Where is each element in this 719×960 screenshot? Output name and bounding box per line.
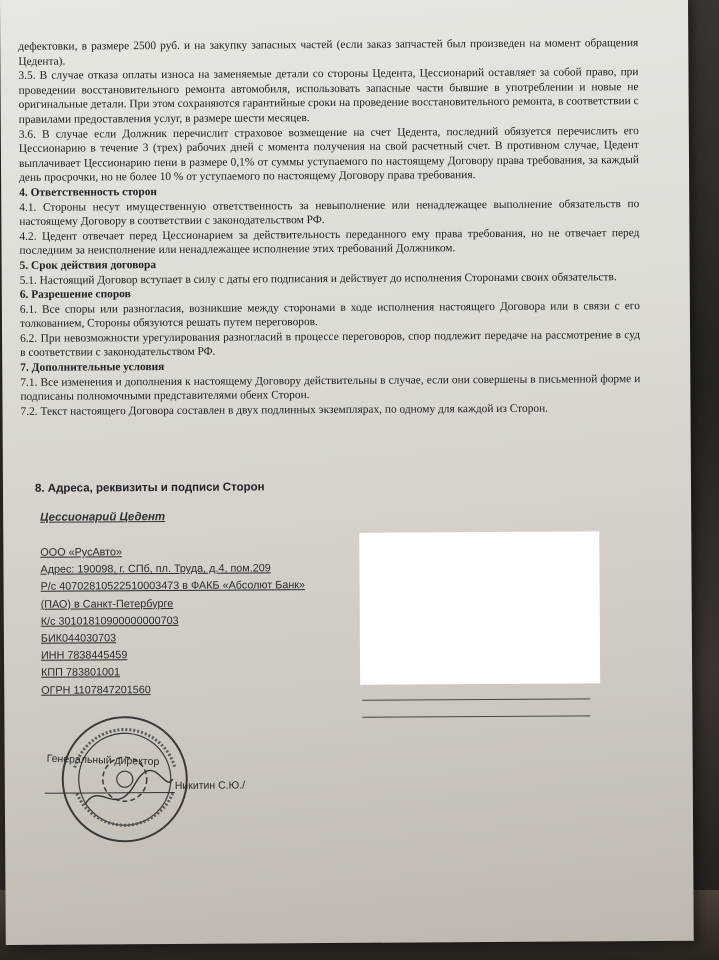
contract-clause: 4.1. Стороны несут имущественную ответственность за невыполнение или ненадлежащее выполнение обязательств по настоящему Договору в соответствии с законодательством РФ. <box>19 197 640 229</box>
signature-line <box>362 715 590 717</box>
contract-clause: 5.1. Настоящий Договор вступает в силу с даты его подписания и действует до исполнения Сторонами своих обязательств. <box>19 270 617 287</box>
correspondent-account: К/с 30101810900000000703 <box>40 614 179 628</box>
redaction-box <box>359 531 600 684</box>
signatory-name: Никитин С.Ю./ <box>174 779 246 792</box>
section-heading: 4. Ответственность сторон <box>19 185 157 199</box>
signature-line <box>362 698 590 700</box>
contract-clause: 6.2. При невозможности урегулирования разногласий в процессе переговоров, спор подлежит передаче на рассмотрение в суд в соответствии с законодательством РФ. <box>20 328 641 360</box>
bik: БИК044030703 <box>40 632 117 645</box>
contract-clause: 7.2. Текст настоящего Договора составлен в двух подлинных экземплярах, по одному для каждой из Сторон. <box>20 402 549 418</box>
settlement-account: Р/с 40702810522510003473 в ФАКБ «Абсолют Банк» <box>40 579 306 594</box>
contract-clause: 6.1. Все споры или разногласия, возникшие между сторонами в ходе исполнения настоящего Договора или в связи с его толкованием, Стороны обязуются решать путем переговоров. <box>19 299 640 331</box>
section-heading: 7. Дополнительные условия <box>20 361 165 374</box>
company-requisites <box>40 543 305 699</box>
contract-body <box>18 36 640 419</box>
section-heading: 6. Разрешение споров <box>19 288 131 301</box>
contract-clause: 3.5. В случае отказа оплаты износа на заменяемые детали со стороны Цедента, Цессионарий оставляет за собой право, при проведении восстановительного ремонта автомобиля, использовать запасные части бывшие в употреблении и новые не оригинальные детали. При этом сохраняются гарантийные сроки на проведение восстановительного ремонта, в соответствии с правилами предоставления услуг, в размере шести месяцев. <box>18 66 639 126</box>
contract-clause: 4.2. Цедент отвечает перед Цессионарием за действительность переданного ему права требования, но не отвечает перед последним за неисполнение или ненадлежащее исполнение этих требований Должником. <box>19 226 640 258</box>
company-address: Адрес: 190098, г. СПб, пл. Труда, д.4, пом.209 <box>40 562 271 576</box>
kpp: КПП 783801001 <box>41 666 121 680</box>
inn: ИНН 7838445459 <box>40 649 128 662</box>
company-name: ООО «РусАвто» <box>40 546 123 559</box>
signatory-role: Генеральный директор <box>46 752 160 769</box>
bank-city: (ПАО) в Санкт-Петербурге <box>40 597 174 611</box>
contract-clause: 3.6. В случае если Должник перечислит страховое возмещение на счет Цедента, последний обязуется перечислить его Цессионарию в течение 3 (трех) рабочих дней с момента получения на свой расчетный счет. В противном случае, Цедент выплачивает Цессионарию пени в размере 0,1% от суммы уступаемого по настоящему Договору права требования, за каждый день просрочки, но не более 10 % от уступаемого по настоящему Договору права требования. <box>18 124 640 185</box>
contract-clause: дефектовки, в размере 2500 руб. и на закупку запасных частей (если заказ запчастей был произведен на момент обращения Цедента). <box>18 37 639 68</box>
ogrn: ОГРН 1107847201560 <box>41 683 151 697</box>
parties-label: Цессионарий Цедент <box>40 511 166 524</box>
section-8-title: 8. Адреса, реквизиты и подписи Сторон <box>34 481 265 495</box>
contract-clause: 7.1. Все изменения и дополнения к настоящему Договору действительны в случае, если они совершены в письменной форме и подписаны полномочными представителями обеих Сторон. <box>20 372 641 404</box>
section-heading: 5. Срок действия договора <box>19 258 157 272</box>
